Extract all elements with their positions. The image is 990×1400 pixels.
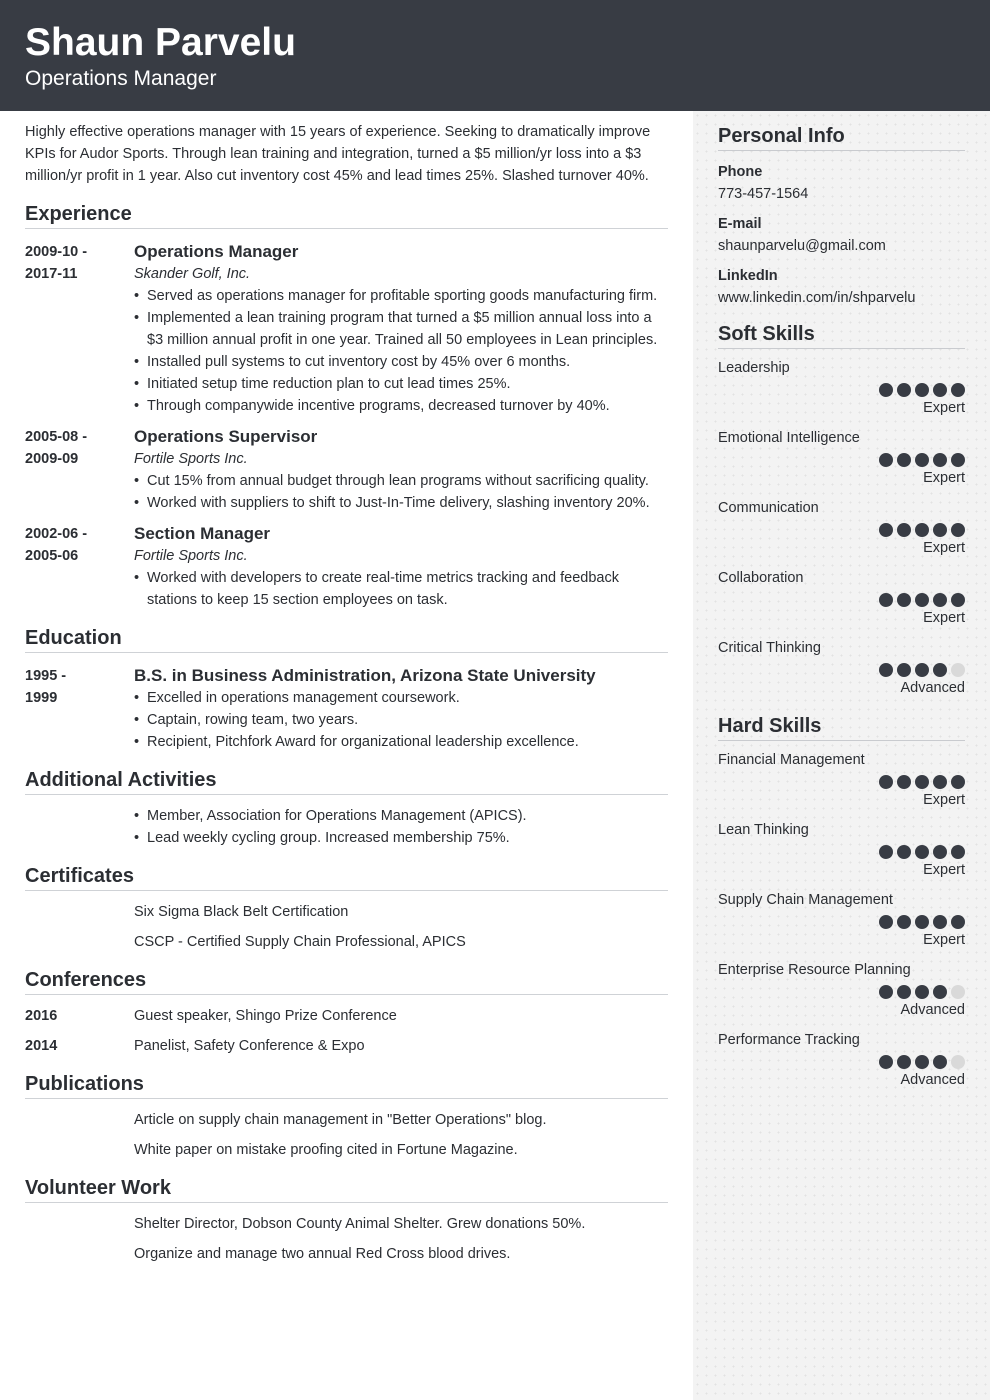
hard-skills-section (718, 713, 965, 1091)
job-bullets (134, 567, 668, 611)
activities-title: Additional Activities (25, 767, 668, 795)
job-date-end: 2017-11 (25, 266, 78, 282)
job-bullet: • Implemented a lean training program that turned a $5 million annual loss into a $3 million annual profit in one year. Trained all 50 employees in Lean principles. (134, 307, 668, 351)
rating-dot-filled (933, 523, 947, 537)
rating-dot-filled (915, 453, 929, 467)
skill-level: Expert (923, 610, 965, 626)
skill-rating (718, 1055, 965, 1069)
skill-level: Expert (923, 792, 965, 808)
skill-name: Emotional Intelligence (718, 430, 860, 446)
publications-title: Publications (25, 1071, 668, 1099)
rating-dot-filled (951, 845, 965, 859)
soft-skills-section (718, 321, 965, 699)
conferences-section (25, 967, 668, 1057)
rating-dot-filled (951, 593, 965, 607)
skill-name: Communication (718, 500, 819, 516)
education-body (134, 665, 668, 753)
linkedin-value: www.linkedin.com/in/shparvelu (718, 290, 916, 306)
volunteer-text: Shelter Director, Dobson County Animal Shelter. Grew donations 50%. (134, 1216, 586, 1232)
phone-label: Phone (718, 164, 763, 180)
job-bullet: • Cut 15% from annual budget through lean programs without sacrificing quality. (134, 470, 668, 492)
activities-section (25, 767, 668, 849)
rating-dot-filled (915, 523, 929, 537)
experience-section (25, 201, 668, 611)
rating-dot-filled (951, 775, 965, 789)
job-date-end: 2005-06 (25, 548, 79, 564)
job-bullet: • Through companywide incentive programs, decreased turnover by 40%. (134, 395, 668, 417)
personal-info-section (718, 123, 965, 309)
rating-dot-filled (933, 985, 947, 999)
experience-title: Experience (25, 201, 668, 229)
skill-item (718, 497, 965, 559)
skill-name: Lean Thinking (718, 822, 809, 838)
rating-dot-filled (933, 593, 947, 607)
skill-rating (718, 453, 965, 467)
candidate-name: Shaun Parvelu (25, 21, 296, 64)
skill-item (718, 1029, 965, 1091)
job-bullet: • Served as operations manager for profitable sporting goods manufacturing firm. (134, 285, 668, 307)
rating-dot-filled (897, 1055, 911, 1069)
skill-rating (718, 985, 965, 999)
publication-text: Article on supply chain management in "Better Operations" blog. (134, 1112, 547, 1128)
skill-item (718, 749, 965, 811)
publication-item (25, 1139, 668, 1161)
rating-dot-empty (951, 663, 965, 677)
skill-rating (718, 915, 965, 929)
rating-dot-filled (879, 593, 893, 607)
skill-name: Performance Tracking (718, 1032, 860, 1048)
rating-dot-filled (879, 663, 893, 677)
job-bullet: • Initiated setup time reduction plan to cut lead times 25%. (134, 373, 668, 395)
hard-skills-title: Hard Skills (718, 713, 965, 741)
job-body (134, 426, 668, 514)
job-date (25, 241, 134, 417)
skill-item (718, 637, 965, 699)
rating-dot-filled (879, 383, 893, 397)
job-bullets (134, 285, 668, 417)
job-date-start: 2002-06 - (25, 526, 88, 542)
rating-dot-filled (933, 663, 947, 677)
skill-rating (718, 383, 965, 397)
job-date (25, 426, 134, 514)
rating-dot-filled (897, 383, 911, 397)
rating-dot-filled (915, 383, 929, 397)
activities-entry (25, 805, 668, 849)
rating-dot-filled (879, 775, 893, 789)
skill-level: Advanced (900, 680, 965, 696)
skill-level: Expert (923, 400, 965, 416)
certificates-section (25, 863, 668, 953)
main-column (25, 111, 668, 1265)
rating-dot-filled (897, 453, 911, 467)
candidate-role: Operations Manager (25, 67, 217, 90)
skill-level: Advanced (900, 1002, 965, 1018)
sidebar (693, 111, 990, 1400)
skill-rating (718, 845, 965, 859)
skill-rating (718, 523, 965, 537)
rating-dot-filled (915, 1055, 929, 1069)
job-date-end: 2009-09 (25, 451, 79, 467)
job-date-start: 2005-08 - (25, 429, 88, 445)
skill-name: Leadership (718, 360, 790, 376)
email-value: shaunparvelu@gmail.com (718, 238, 886, 254)
rating-dot-filled (879, 915, 893, 929)
rating-dot-filled (951, 383, 965, 397)
rating-dot-filled (879, 1055, 893, 1069)
job-title: Operations Manager (134, 242, 299, 261)
job-bullet: • Worked with developers to create real-time metrics tracking and feedback stations to keep 15 section employees on task. (134, 567, 668, 611)
summary: Highly effective operations manager with 15 years of experience. Seeking to dramatically improve KPIs for Audor Sports. Through lean training and integration, turned a $5 million/yr loss into a $3 million/yr profit in 1 year. Also cut inventory cost 45% and lead times 25%. Slashed turnover 40%. (25, 124, 651, 184)
skill-rating (718, 593, 965, 607)
skill-item (718, 567, 965, 629)
email-label: E-mail (718, 216, 762, 232)
rating-dot-filled (933, 915, 947, 929)
job-entry (25, 523, 668, 611)
skill-item (718, 357, 965, 419)
skill-rating (718, 663, 965, 677)
skill-level: Expert (923, 862, 965, 878)
certificates-title: Certificates (25, 863, 668, 891)
certificate-item (25, 901, 668, 923)
hard-skills-list (718, 749, 965, 1091)
activities-bullets (134, 805, 668, 849)
education-date-start: 1995 - (25, 668, 67, 684)
certificate-text: CSCP - Certified Supply Chain Professional, APICS (134, 934, 466, 950)
rating-dot-filled (879, 985, 893, 999)
skill-name: Critical Thinking (718, 640, 821, 656)
rating-dot-filled (933, 845, 947, 859)
skill-item (718, 819, 965, 881)
skill-item (718, 889, 965, 951)
job-title: Section Manager (134, 524, 271, 543)
conference-text: Guest speaker, Shingo Prize Conference (134, 1008, 397, 1024)
rating-dot-filled (879, 453, 893, 467)
education-bullet: • Excelled in operations management coursework. (134, 687, 668, 709)
rating-dot-filled (951, 915, 965, 929)
job-date (25, 523, 134, 611)
job-body (134, 241, 668, 417)
rating-dot-empty (951, 985, 965, 999)
rating-dot-filled (933, 1055, 947, 1069)
activity-bullet: • Lead weekly cycling group. Increased membership 75%. (134, 827, 668, 849)
skill-name: Collaboration (718, 570, 804, 586)
volunteer-text: Organize and manage two annual Red Cross blood drives. (134, 1246, 511, 1262)
resume-header (0, 0, 990, 111)
rating-dot-filled (915, 915, 929, 929)
rating-dot-filled (933, 775, 947, 789)
rating-dot-filled (897, 985, 911, 999)
phone-value: 773-457-1564 (718, 186, 809, 202)
job-entry (25, 241, 668, 417)
conference-item (25, 1005, 668, 1027)
education-date (25, 665, 134, 753)
job-body (134, 523, 668, 611)
rating-dot-filled (897, 845, 911, 859)
rating-dot-filled (915, 775, 929, 789)
certificate-text: Six Sigma Black Belt Certification (134, 904, 349, 920)
activity-bullet: • Member, Association for Operations Management (APICS). (134, 805, 668, 827)
education-section (25, 625, 668, 753)
linkedin-label: LinkedIn (718, 268, 778, 284)
job-entry (25, 426, 668, 514)
job-bullets (134, 470, 668, 514)
rating-dot-filled (915, 985, 929, 999)
conference-item (25, 1035, 668, 1057)
rating-dot-filled (897, 915, 911, 929)
rating-dot-filled (915, 593, 929, 607)
conferences-title: Conferences (25, 967, 668, 995)
rating-dot-filled (951, 453, 965, 467)
rating-dot-filled (897, 663, 911, 677)
skill-name: Enterprise Resource Planning (718, 962, 911, 978)
rating-dot-filled (933, 383, 947, 397)
skill-item (718, 427, 965, 489)
soft-skills-list (718, 357, 965, 699)
education-entry (25, 665, 668, 753)
education-date-end: 1999 (25, 690, 58, 706)
education-degree: B.S. in Business Administration, Arizona State University (134, 666, 596, 685)
job-company: Fortile Sports Inc. (134, 451, 248, 467)
volunteer-item (25, 1243, 668, 1265)
volunteer-item (25, 1213, 668, 1235)
conference-year: 2014 (25, 1038, 58, 1054)
certificate-item (25, 931, 668, 953)
skill-level: Expert (923, 470, 965, 486)
publication-item (25, 1109, 668, 1131)
rating-dot-filled (879, 845, 893, 859)
rating-dot-filled (951, 523, 965, 537)
skill-name: Financial Management (718, 752, 865, 768)
rating-dot-filled (897, 775, 911, 789)
volunteer-title: Volunteer Work (25, 1175, 668, 1203)
job-company: Skander Golf, Inc. (134, 266, 251, 282)
conference-year: 2016 (25, 1008, 58, 1024)
rating-dot-filled (915, 845, 929, 859)
job-company: Fortile Sports Inc. (134, 548, 248, 564)
education-bullet: • Recipient, Pitchfork Award for organizational leadership excellence. (134, 731, 668, 753)
rating-dot-empty (951, 1055, 965, 1069)
job-title: Operations Supervisor (134, 427, 318, 446)
rating-dot-filled (897, 593, 911, 607)
job-bullet: • Worked with suppliers to shift to Just-In-Time delivery, slashing inventory 20%. (134, 492, 668, 514)
skill-rating (718, 775, 965, 789)
skill-item (718, 959, 965, 1021)
rating-dot-filled (897, 523, 911, 537)
education-bullet: • Captain, rowing team, two years. (134, 709, 668, 731)
education-title: Education (25, 625, 668, 653)
volunteer-section (25, 1175, 668, 1265)
rating-dot-filled (915, 663, 929, 677)
conference-text: Panelist, Safety Conference & Expo (134, 1038, 365, 1054)
publications-section (25, 1071, 668, 1161)
rating-dot-filled (933, 453, 947, 467)
soft-skills-title: Soft Skills (718, 321, 965, 349)
skill-level: Expert (923, 540, 965, 556)
personal-info-title: Personal Info (718, 123, 965, 151)
publication-text: White paper on mistake proofing cited in Fortune Magazine. (134, 1142, 518, 1158)
job-bullet: • Installed pull systems to cut inventory cost by 45% over 6 months. (134, 351, 668, 373)
skill-level: Advanced (900, 1072, 965, 1088)
skill-name: Supply Chain Management (718, 892, 893, 908)
education-bullets (134, 687, 668, 753)
skill-level: Expert (923, 932, 965, 948)
rating-dot-filled (879, 523, 893, 537)
job-date-start: 2009-10 - (25, 244, 88, 260)
